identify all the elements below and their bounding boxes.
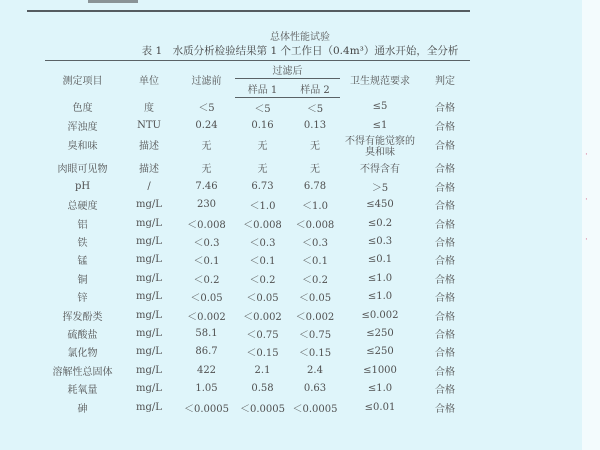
table-row: [45, 398, 470, 416]
cell-verdict: 合格: [435, 164, 455, 176]
cell-unit: mg/L: [136, 383, 162, 395]
cell-before: ＜0.002: [187, 311, 226, 323]
cell-sample2: 无: [310, 141, 320, 153]
cell-sample1: ＜0.1: [249, 256, 276, 268]
table-container: [0, 60, 600, 416]
table-row: [45, 232, 470, 250]
cell-standard: 不得含有: [360, 164, 400, 176]
top-tab-mark: [88, 0, 138, 3]
cell-verdict: 合格: [435, 274, 455, 286]
cell-sample1: 无: [257, 141, 268, 153]
cell-item: 铁: [77, 238, 88, 250]
table-caption: 表 1 水质分析检验结果第 1 个工作日（0.4m³）通水开始，全分析: [141, 45, 459, 57]
cell-unit: mg/L: [136, 364, 162, 376]
table-row: [45, 361, 470, 379]
cell-sample2: 0.13: [303, 120, 327, 132]
table-row: [45, 324, 470, 342]
cell-sample2: ＜0.002: [295, 311, 335, 323]
header-standard: 卫生规范要求: [340, 61, 420, 98]
cell-before: 0.24: [195, 120, 218, 132]
cell-verdict: 合格: [435, 201, 455, 213]
cell-standard: ≤1.0: [367, 272, 393, 284]
cell-item: 溶解性总固体: [52, 366, 113, 378]
cell-standard: [340, 135, 420, 159]
header-sample1: 样品 1: [235, 79, 290, 98]
cell-verdict: 合格: [435, 311, 455, 323]
cell-standard: ≤250: [366, 346, 394, 358]
table-row: [45, 98, 470, 117]
table-row: [45, 159, 470, 177]
table-row: [45, 196, 470, 214]
cell-sample2: 2.4: [307, 364, 323, 376]
cell-sample2: 0.63: [303, 383, 327, 395]
cell-before: ＜0.1: [193, 256, 220, 268]
cell-item: 锰: [77, 256, 88, 268]
header-before: 过滤前: [178, 61, 235, 98]
standard-line-2: 臭和味: [365, 146, 395, 158]
table-row: [45, 135, 470, 159]
table-row: [45, 269, 470, 287]
section-title: 总体性能试验: [270, 32, 330, 43]
cell-sample2: ＜5: [306, 103, 324, 115]
cell-unit: NTU: [137, 120, 161, 132]
cell-unit: 描述: [139, 141, 159, 153]
cell-before: 无: [201, 141, 212, 153]
cell-sample2: ＜0.008: [295, 219, 335, 231]
cell-sample2: ＜1.0: [302, 201, 328, 213]
cell-verdict: 合格: [435, 103, 455, 115]
cell-before: ＜0.0005: [184, 403, 229, 415]
standard-line-1: 不得有能觉察的: [345, 135, 415, 147]
cell-before: ＜0.05: [190, 293, 223, 305]
cell-sample2: ＜0.0005: [292, 403, 338, 415]
table-row: [45, 288, 470, 306]
cell-sample1: ＜0.15: [246, 348, 279, 360]
cell-sample2: 6.78: [303, 180, 327, 192]
cell-verdict: 合格: [435, 141, 455, 153]
cell-item: 色度: [72, 103, 93, 115]
cell-unit: /: [147, 180, 151, 192]
cell-standard: ≤1.0: [367, 291, 393, 303]
cell-item: pH: [74, 180, 91, 192]
cell-item: 铜: [77, 274, 88, 286]
cell-unit: 描述: [139, 164, 159, 176]
cell-sample1: ＜0.002: [243, 311, 282, 323]
cell-standard: ≤0.2: [367, 217, 393, 229]
cell-before: ＜0.2: [193, 274, 220, 286]
cell-standard: ≤0.002: [361, 309, 399, 321]
cell-item: 肉眼可见物: [57, 164, 108, 176]
cell-unit: mg/L: [136, 401, 162, 413]
cell-unit: mg/L: [136, 346, 162, 358]
cell-sample1: ＜1.0: [249, 201, 276, 213]
cell-sample2: ＜0.05: [298, 293, 332, 305]
cell-sample1: ＜0.75: [246, 329, 279, 341]
header-item: 测定项目: [45, 61, 120, 98]
cell-item: 锌: [77, 293, 88, 305]
cell-verdict: 合格: [435, 366, 455, 378]
cell-standard: ≤1000: [363, 364, 397, 376]
cell-unit: 度: [144, 103, 154, 115]
cell-item: 浑浊度: [67, 122, 98, 134]
top-rule: [27, 10, 470, 12]
cell-unit: mg/L: [136, 199, 162, 211]
cell-before: ＜0.008: [187, 219, 226, 231]
cell-item: 总硬度: [67, 201, 98, 213]
cell-verdict: 合格: [435, 122, 455, 134]
cell-sample1: ＜0.3: [249, 238, 276, 250]
cell-item: 氯化物: [67, 348, 98, 360]
table-row: [45, 306, 470, 324]
red-stamp-mark: ·: [585, 150, 588, 160]
cell-item: 砷: [77, 403, 88, 415]
cell-before: 1.05: [195, 383, 218, 395]
cell-unit: mg/L: [136, 272, 162, 284]
cell-before: 422: [196, 364, 217, 376]
header-sample2: 样品 2: [290, 79, 340, 98]
cell-sample1: ＜0.2: [249, 274, 276, 286]
cell-standard: ≤0.3: [367, 236, 393, 248]
cell-standard: ≤1.0: [367, 383, 393, 395]
header-verdict: 判定: [420, 61, 470, 98]
cell-before: 7.46: [195, 180, 218, 192]
cell-unit: mg/L: [136, 291, 162, 303]
cell-sample1: 0.58: [251, 383, 274, 395]
cell-standard: ≤450: [366, 199, 394, 211]
cell-before: 230: [196, 199, 217, 211]
cell-before: 58.1: [195, 327, 218, 339]
cell-unit: mg/L: [136, 217, 162, 229]
header-unit: 单位: [120, 61, 178, 98]
cell-verdict: 合格: [435, 182, 455, 194]
cell-sample1: ＜0.0005: [240, 403, 285, 415]
cell-sample1: 6.73: [251, 180, 274, 192]
cell-sample1: 0.16: [251, 120, 274, 132]
table-row: [45, 343, 470, 361]
red-stamp-mark: ·: [585, 235, 588, 245]
cell-sample2: ＜0.3: [302, 238, 328, 250]
cell-standard: ≤5: [372, 101, 388, 113]
cell-verdict: 合格: [435, 293, 455, 305]
table-row: [45, 116, 470, 134]
cell-sample2: ＜0.2: [302, 274, 328, 286]
cell-verdict: 合格: [435, 348, 455, 360]
cell-item: 挥发酚类: [62, 311, 103, 323]
table-row: [45, 214, 470, 232]
cell-standard: ≤0.1: [367, 254, 393, 266]
cell-sample2: ＜0.15: [298, 348, 332, 360]
cell-sample1: 无: [257, 164, 268, 176]
cell-verdict: 合格: [435, 256, 455, 268]
cell-verdict: 合格: [435, 238, 455, 250]
cell-verdict: 合格: [435, 385, 455, 397]
cell-unit: mg/L: [136, 309, 162, 321]
cell-item: 耗氧量: [67, 385, 98, 397]
cell-before: 86.7: [195, 346, 218, 358]
table-row: [45, 251, 470, 269]
table-row: [45, 177, 470, 195]
cell-sample2: ＜0.75: [298, 329, 332, 341]
cell-sample1: 2.1: [254, 364, 271, 376]
cell-sample1: ＜0.008: [243, 219, 282, 231]
red-stamp-mark: ·: [585, 195, 588, 205]
water-quality-table: [45, 60, 470, 416]
cell-before: 无: [201, 164, 212, 176]
cell-standard: ≤250: [366, 327, 394, 339]
cell-unit: mg/L: [136, 236, 162, 248]
cell-before: ＜0.3: [193, 238, 220, 250]
header-after-group: 过滤后: [235, 61, 340, 79]
table-row: [45, 379, 470, 397]
cell-item: 铝: [77, 219, 88, 231]
cell-verdict: 合格: [435, 403, 455, 415]
cell-standard: ＞5: [371, 182, 389, 194]
cell-unit: mg/L: [136, 327, 162, 339]
cell-standard: ≤0.01: [364, 401, 396, 413]
cell-item: 臭和味: [67, 141, 98, 153]
cell-item: 硫酸盐: [67, 329, 98, 341]
cell-sample1: ＜5: [254, 103, 271, 115]
cell-standard: ≤1: [372, 120, 388, 132]
cell-sample2: ＜0.1: [302, 256, 328, 268]
cell-unit: mg/L: [136, 254, 162, 266]
cell-before: ＜5: [198, 103, 215, 115]
cell-verdict: 合格: [435, 329, 455, 341]
cell-sample1: ＜0.05: [246, 293, 279, 305]
cell-verdict: 合格: [435, 219, 455, 231]
cell-sample2: 无: [310, 164, 320, 176]
